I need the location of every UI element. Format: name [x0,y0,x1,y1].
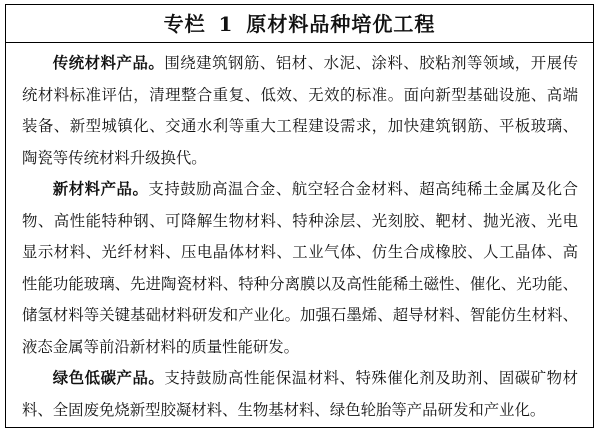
section-line-text: 显示材料、光纤材料、压电晶体材料、工业气体、仿生合成橡胶、人工晶体、高 [22,243,578,261]
section-line-text: 统材料标准评估，清理整合重复、低效、无效的标准。面向新型基础设施、高端 [22,85,578,104]
section-line [22,332,578,364]
section-line [22,395,578,427]
section-line-text: 支持鼓励高性能保温材料、特殊催化剂及助剂、固碳矿物材 [164,369,578,387]
section-line [22,363,578,395]
section-lead: 新材料产品。 [52,180,149,198]
section-lead: 绿色低碳产品。 [52,369,165,387]
section-line-text: 储氢材料等关键基础材料研发和产业化。加强石墨烯、超导材料、智能仿生材料、 [22,306,578,324]
section-line [22,237,578,269]
section-line [22,300,578,332]
section-lead: 传统材料产品。 [52,54,165,72]
column-body [6,43,593,426]
column-box [5,4,594,428]
section-line-text: 物、高性能特种钢、可降解生物材料、特种涂层、光刻胶、靶材、抛光液、光电 [22,211,578,230]
section-line-text: 液态金属等前沿新材料的质量性能研发。 [22,337,300,356]
section-line-text: 陶瓷等传统材料升级换代。 [22,148,207,167]
section-line-text: 围绕建筑钢筋、铝材、水泥、涂料、胶粘剂等领域，开展传 [164,54,578,72]
section-line-text: 料、全固废免烧新型胶凝材料、生物基材料、绿色轮胎等产品研发和产业化。 [22,400,546,419]
section-new-materials [22,174,578,363]
section-line [22,48,578,80]
section-line-text: 支持鼓励高温合金、航空轻合金材料、超高纯稀土金属及化合 [148,180,578,198]
section-line [22,143,578,175]
section-line [22,269,578,301]
section-line [22,111,578,143]
section-line-text: 性能功能玻璃、先进陶瓷材料、特种分离膜以及高性能稀土磁性、催化、光功能、 [22,274,578,293]
section-line [22,80,578,112]
section-green-low-carbon [22,363,578,426]
column-title-row [6,5,593,43]
column-title: 专栏 1 原材料品种培优工程 [163,11,436,36]
section-line-text: 装备、新型城镇化、交通水利等重大工程建设需求，加快建筑钢筋、平板玻璃、 [22,117,578,135]
section-traditional-materials [22,48,578,174]
section-line [22,174,578,206]
section-line [22,206,578,238]
